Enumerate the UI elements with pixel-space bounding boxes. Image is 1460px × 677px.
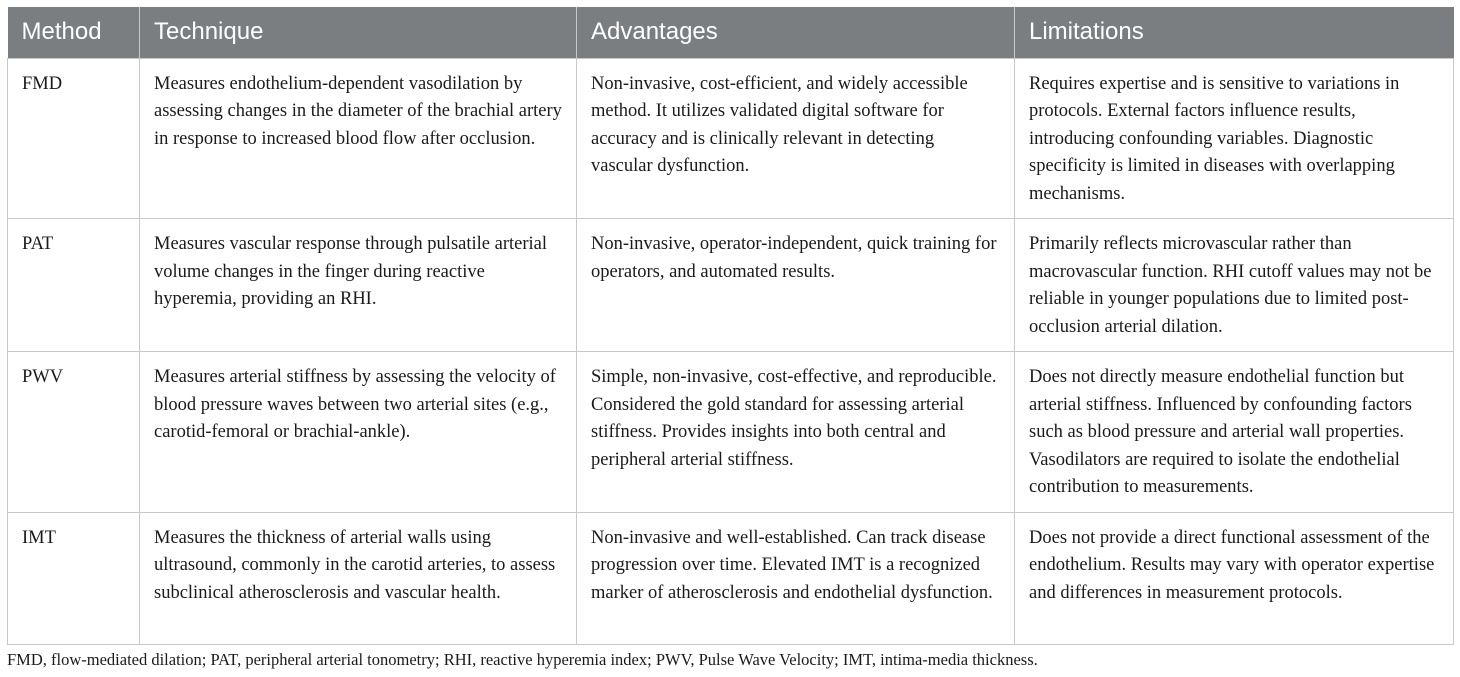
- cell-advantages: Non-invasive and well-established. Can track disease progression over time. Elevated IMT is a recognized marker of atherosclerosis and endothelial dysfunction.: [577, 512, 1015, 644]
- cell-advantages: Simple, non-invasive, cost-effective, and reproducible. Considered the gold standard for assessing arterial stiffness. Provides insights into both central and peripheral arterial stiffness.: [577, 352, 1015, 513]
- table-row: [8, 512, 1454, 644]
- cell-technique: Measures arterial stiffness by assessing the velocity of blood pressure waves between two arterial sites (e.g., carotid-femoral or brachial-ankle).: [140, 352, 577, 513]
- cell-limitations: Requires expertise and is sensitive to variations in protocols. External factors influence results, introducing confounding variables. Diagnostic specificity is limited in diseases with overlapping mechanisms.: [1015, 58, 1454, 219]
- cell-limitations: Primarily reflects microvascular rather than macrovascular function. RHI cutoff values may not be reliable in younger populations due to limited post-occlusion arterial dilation.: [1015, 219, 1454, 352]
- cell-method: PAT: [8, 219, 140, 352]
- header-limitations: Limitations: [1015, 7, 1454, 58]
- table-row: [8, 219, 1454, 352]
- comparison-table: [7, 7, 1454, 645]
- table-row: [8, 58, 1454, 219]
- cell-advantages: Non-invasive, cost-efficient, and widely accessible method. It utilizes validated digital software for accuracy and is clinically relevant in detecting vascular dysfunction.: [577, 58, 1015, 219]
- cell-method: FMD: [8, 58, 140, 219]
- header-technique: Technique: [140, 7, 577, 58]
- header-row: [8, 7, 1454, 58]
- table-body: [8, 58, 1454, 644]
- table-header: [8, 7, 1454, 58]
- cell-technique: Measures vascular response through pulsatile arterial volume changes in the finger during reactive hyperemia, providing an RHI.: [140, 219, 577, 352]
- cell-technique: Measures endothelium-dependent vasodilation by assessing changes in the diameter of the brachial artery in response to increased blood flow after occlusion.: [140, 58, 577, 219]
- cell-limitations: Does not directly measure endothelial function but arterial stiffness. Influenced by confounding factors such as blood pressure and arterial wall properties. Vasodilators are required to isolate the endothelial contribution to measurements.: [1015, 352, 1454, 513]
- cell-advantages: Non-invasive, operator-independent, quick training for operators, and automated results.: [577, 219, 1015, 352]
- cell-method: IMT: [8, 512, 140, 644]
- table-row: [8, 352, 1454, 513]
- comparison-table-container: [7, 7, 1453, 645]
- header-advantages: Advantages: [577, 7, 1015, 58]
- cell-limitations: Does not provide a direct functional assessment of the endothelium. Results may vary with operator expertise and differences in measurement protocols.: [1015, 512, 1454, 644]
- cell-method: PWV: [8, 352, 140, 513]
- cell-technique: Measures the thickness of arterial walls using ultrasound, commonly in the carotid arteries, to assess subclinical atherosclerosis and vascular health.: [140, 512, 577, 644]
- header-method: Method: [8, 7, 140, 58]
- table-footnote: FMD, flow-mediated dilation; PAT, peripheral arterial tonometry; RHI, reactive hyperemia index; PWV, Pulse Wave Velocity; IMT, intima-media thickness.: [7, 650, 1038, 669]
